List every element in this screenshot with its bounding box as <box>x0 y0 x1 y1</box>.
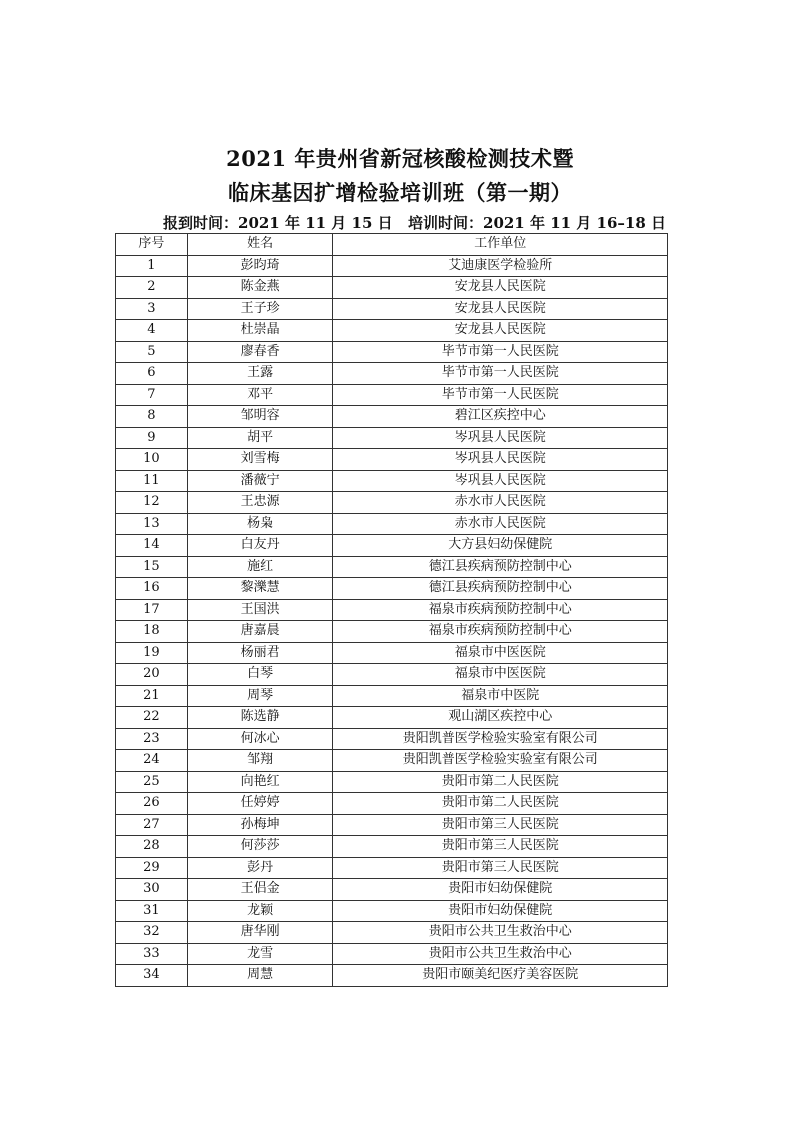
cell-workplace: 福泉市中医院 <box>333 685 668 707</box>
cell-workplace: 福泉市中医医院 <box>333 664 668 686</box>
cell-index: 4 <box>116 320 188 342</box>
cell-workplace: 毕节市第一人民医院 <box>333 341 668 363</box>
table-row <box>116 621 668 643</box>
cell-index: 25 <box>116 771 188 793</box>
cell-name: 邹翔 <box>187 750 333 772</box>
table-row <box>116 879 668 901</box>
cell-workplace: 岑巩县人民医院 <box>333 427 668 449</box>
cell-workplace: 毕节市第一人民医院 <box>333 384 668 406</box>
cell-index: 12 <box>116 492 188 514</box>
cell-name: 周琴 <box>187 685 333 707</box>
table-row <box>116 599 668 621</box>
table-row <box>116 556 668 578</box>
cell-name: 杨枭 <box>187 513 333 535</box>
cell-index: 9 <box>116 427 188 449</box>
cell-index: 2 <box>116 277 188 299</box>
table-row <box>116 406 668 428</box>
cell-name: 王忠源 <box>187 492 333 514</box>
cell-name: 杨丽君 <box>187 642 333 664</box>
header-index: 序号 <box>116 234 188 256</box>
cell-index: 28 <box>116 836 188 858</box>
cell-name: 廖春香 <box>187 341 333 363</box>
cell-index: 7 <box>116 384 188 406</box>
cell-index: 16 <box>116 578 188 600</box>
cell-index: 18 <box>116 621 188 643</box>
cell-index: 29 <box>116 857 188 879</box>
table-row <box>116 513 668 535</box>
cell-index: 8 <box>116 406 188 428</box>
cell-name: 白琴 <box>187 664 333 686</box>
cell-name: 何莎莎 <box>187 836 333 858</box>
cell-workplace: 岑巩县人民医院 <box>333 449 668 471</box>
cell-index: 32 <box>116 922 188 944</box>
cell-name: 龙颖 <box>187 900 333 922</box>
table-row <box>116 922 668 944</box>
cell-workplace: 福泉市中医医院 <box>333 642 668 664</box>
cell-workplace: 贵阳市第三人民医院 <box>333 814 668 836</box>
cell-workplace: 贵阳市公共卫生救治中心 <box>333 943 668 965</box>
cell-index: 11 <box>116 470 188 492</box>
table-row <box>116 449 668 471</box>
cell-workplace: 艾迪康医学检验所 <box>333 255 668 277</box>
cell-name: 施红 <box>187 556 333 578</box>
cell-index: 26 <box>116 793 188 815</box>
table-row <box>116 900 668 922</box>
table-row <box>116 814 668 836</box>
cell-index: 31 <box>116 900 188 922</box>
cell-workplace: 贵阳市第三人民医院 <box>333 836 668 858</box>
cell-name: 陈选静 <box>187 707 333 729</box>
table-row <box>116 943 668 965</box>
cell-workplace: 大方县妇幼保健院 <box>333 535 668 557</box>
cell-name: 杜崇晶 <box>187 320 333 342</box>
table-row <box>116 298 668 320</box>
cell-workplace: 福泉市疾病预防控制中心 <box>333 621 668 643</box>
table-row <box>116 427 668 449</box>
cell-workplace: 贵阳市妇幼保健院 <box>333 900 668 922</box>
document-title-line-2: 临床基因扩增检验培训班（第一期） <box>228 180 572 205</box>
table-row <box>116 728 668 750</box>
table-header-row <box>116 234 668 256</box>
cell-index: 34 <box>116 965 188 987</box>
cell-workplace: 德江县疾病预防控制中心 <box>333 578 668 600</box>
cell-index: 23 <box>116 728 188 750</box>
table-row <box>116 836 668 858</box>
cell-name: 潘薇宁 <box>187 470 333 492</box>
cell-name: 刘雪梅 <box>187 449 333 471</box>
table-row <box>116 664 668 686</box>
cell-workplace: 赤水市人民医院 <box>333 513 668 535</box>
cell-index: 15 <box>116 556 188 578</box>
cell-workplace: 安龙县人民医院 <box>333 320 668 342</box>
cell-workplace: 贵阳市第二人民医院 <box>333 771 668 793</box>
cell-index: 19 <box>116 642 188 664</box>
cell-index: 3 <box>116 298 188 320</box>
cell-workplace: 观山湖区疾控中心 <box>333 707 668 729</box>
cell-name: 王子珍 <box>187 298 333 320</box>
cell-index: 5 <box>116 341 188 363</box>
cell-workplace: 福泉市疾病预防控制中心 <box>333 599 668 621</box>
cell-name: 唐华刚 <box>187 922 333 944</box>
cell-name: 彭丹 <box>187 857 333 879</box>
table-row <box>116 578 668 600</box>
cell-name: 任婷婷 <box>187 793 333 815</box>
cell-workplace: 贵阳凯普医学检验实验室有限公司 <box>333 750 668 772</box>
cell-name: 邹明容 <box>187 406 333 428</box>
cell-name: 向艳红 <box>187 771 333 793</box>
table-row <box>116 255 668 277</box>
table-row <box>116 341 668 363</box>
table-row <box>116 320 668 342</box>
cell-name: 龙雪 <box>187 943 333 965</box>
table-row <box>116 535 668 557</box>
cell-workplace: 毕节市第一人民医院 <box>333 363 668 385</box>
cell-workplace: 安龙县人民医院 <box>333 298 668 320</box>
cell-name: 王国洪 <box>187 599 333 621</box>
cell-index: 30 <box>116 879 188 901</box>
cell-index: 33 <box>116 943 188 965</box>
table-row <box>116 965 668 987</box>
table-row <box>116 750 668 772</box>
cell-workplace: 安龙县人民医院 <box>333 277 668 299</box>
cell-name: 胡平 <box>187 427 333 449</box>
cell-name: 孙梅坤 <box>187 814 333 836</box>
cell-name: 唐嘉晨 <box>187 621 333 643</box>
cell-index: 27 <box>116 814 188 836</box>
cell-index: 24 <box>116 750 188 772</box>
cell-workplace: 贵阳市第三人民医院 <box>333 857 668 879</box>
cell-workplace: 贵阳市妇幼保健院 <box>333 879 668 901</box>
cell-name: 白友丹 <box>187 535 333 557</box>
cell-index: 20 <box>116 664 188 686</box>
cell-name: 陈金燕 <box>187 277 333 299</box>
cell-workplace: 贵阳市颐美纪医疗美容医院 <box>333 965 668 987</box>
attendee-table <box>115 233 668 987</box>
table-row <box>116 492 668 514</box>
cell-name: 王侣金 <box>187 879 333 901</box>
table-row <box>116 771 668 793</box>
header-workplace: 工作单位 <box>333 234 668 256</box>
table-row <box>116 470 668 492</box>
cell-workplace: 碧江区疾控中心 <box>333 406 668 428</box>
cell-index: 13 <box>116 513 188 535</box>
cell-name: 邓平 <box>187 384 333 406</box>
table-row <box>116 685 668 707</box>
document-title-line-1: 2021 年贵州省新冠核酸检测技术暨 <box>226 146 574 171</box>
table-row <box>116 793 668 815</box>
cell-index: 10 <box>116 449 188 471</box>
cell-workplace: 德江县疾病预防控制中心 <box>333 556 668 578</box>
cell-index: 21 <box>116 685 188 707</box>
cell-index: 14 <box>116 535 188 557</box>
table-row <box>116 707 668 729</box>
cell-index: 1 <box>116 255 188 277</box>
header-name: 姓名 <box>187 234 333 256</box>
training-time: 培训时间：2021 年 11 月 16–18 日 <box>408 214 666 232</box>
table-row <box>116 642 668 664</box>
table-row <box>116 363 668 385</box>
cell-index: 17 <box>116 599 188 621</box>
table-row <box>116 277 668 299</box>
cell-name: 黎濼慧 <box>187 578 333 600</box>
cell-name: 周慧 <box>187 965 333 987</box>
cell-name: 彭昀琦 <box>187 255 333 277</box>
cell-workplace: 贵阳凯普医学检验实验室有限公司 <box>333 728 668 750</box>
registration-time: 报到时间：2021 年 11 月 15 日 <box>163 214 393 232</box>
cell-workplace: 赤水市人民医院 <box>333 492 668 514</box>
cell-index: 22 <box>116 707 188 729</box>
table-row <box>116 384 668 406</box>
table-row <box>116 857 668 879</box>
cell-workplace: 贵阳市公共卫生救治中心 <box>333 922 668 944</box>
cell-index: 6 <box>116 363 188 385</box>
cell-workplace: 贵阳市第二人民医院 <box>333 793 668 815</box>
cell-name: 何冰心 <box>187 728 333 750</box>
cell-workplace: 岑巩县人民医院 <box>333 470 668 492</box>
cell-name: 王露 <box>187 363 333 385</box>
